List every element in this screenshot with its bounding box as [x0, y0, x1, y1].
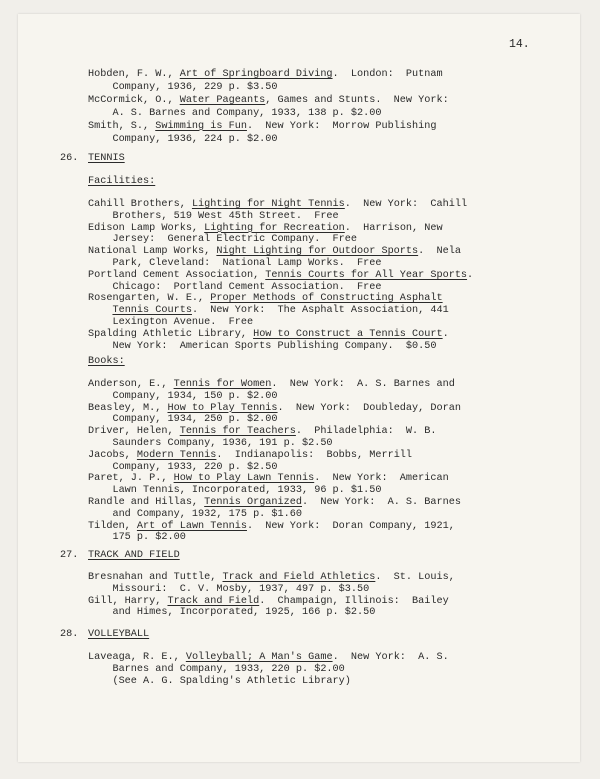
section-number-volleyball: 28.	[60, 629, 79, 640]
book-title: Night Lighting for Outdoor Sports	[216, 246, 419, 258]
citation-text: . New York: Doran Company, 1921,	[246, 520, 455, 532]
citation-line	[88, 81, 278, 94]
citation-text: Randle and Hillas,	[88, 497, 205, 508]
citation-text: Saunders Company, 1936, 191 p. $2.50	[88, 438, 333, 449]
book-title: Track and Field	[167, 595, 260, 607]
citation-line	[88, 531, 186, 544]
citation-text: Rosengarten, W. E.,	[88, 293, 211, 305]
book-title: Water Pageants	[179, 94, 266, 106]
citation-text: A. S. Barnes and Company, 1933, 138 p. $2.00	[88, 107, 382, 119]
book-title: How to Play Tennis	[167, 402, 278, 414]
citation-text: Gill, Harry,	[88, 595, 168, 607]
book-title: Swimming is Fun	[155, 120, 247, 132]
citation-text: Company, 1934, 150 p. $2.00	[88, 390, 278, 402]
citation-text: . New York: Cahill	[344, 199, 468, 210]
citation-text: . Nela	[418, 246, 461, 258]
section-number-track: 27.	[60, 550, 79, 561]
citation-text: Chicago: Portland Cement Association. Free	[88, 281, 382, 293]
book-title: How to Construct a Tennis Court	[253, 328, 443, 340]
citation-text: . Philadelphia: W. B.	[295, 426, 437, 438]
citation-text: National Lamp Works,	[88, 246, 217, 258]
citation-line	[88, 107, 381, 120]
citation-text: .	[467, 269, 474, 281]
citation-line	[88, 68, 443, 81]
section-title-volleyball: VOLLEYBALL	[88, 629, 150, 640]
citation-text: . New York: A. S.	[332, 652, 449, 663]
book-title: Modern Tennis	[136, 449, 217, 461]
citation-text: Company, 1934, 250 p. $2.00	[88, 414, 278, 426]
citation-line	[88, 675, 351, 688]
citation-text: . St. Louis,	[375, 572, 455, 583]
citation-text: Anderson, E.,	[88, 379, 174, 390]
citation-text: .	[442, 328, 449, 340]
citation-text: Company, 1933, 220 p. $2.50	[88, 461, 278, 473]
section-title-track: TRACK AND FIELD	[88, 550, 180, 561]
book-title: Volleyball; A Man's Game	[185, 652, 333, 663]
citation-text: . New York: Morrow Publishing	[246, 120, 437, 132]
book-title: Lighting for Recreation	[204, 222, 345, 234]
citation-line	[88, 340, 436, 353]
citation-text: Jersey: General Electric Company. Free	[88, 234, 357, 246]
citation-text: Lexington Avenue. Free	[88, 317, 254, 328]
citation-text: Company, 1936, 229 p. $3.50	[88, 81, 278, 93]
citation-text: Barnes and Company, 1933, 220 p. $2.00	[88, 663, 345, 675]
citation-text: . Champaign, Illinois: Bailey	[259, 595, 449, 607]
citation-text: and Himes, Incorporated, 1925, 166 p. $2.50	[88, 607, 376, 619]
books-heading: Books:	[88, 356, 125, 367]
book-title: Tennis Courts for All Year Sports	[265, 269, 468, 281]
citation-text: Lawn Tennis, Incorporated, 1933, 96 p. $1.50	[88, 485, 382, 497]
book-title: How to Play Lawn Tennis	[173, 473, 315, 485]
citation-text: Brothers, 519 West 45th Street. Free	[88, 210, 339, 222]
book-title: Tennis for Women	[173, 379, 272, 390]
citation-text: Park, Cleveland: National Lamp Works. Free	[88, 258, 382, 269]
citation-text: . New York: A. S. Barnes and	[271, 379, 455, 390]
citation-text	[88, 305, 112, 316]
citation-text: , Games and Stunts. New York:	[265, 94, 449, 106]
citation-text: and Company, 1932, 175 p. $1.60	[88, 508, 302, 520]
book-title: Tennis Courts	[112, 305, 192, 317]
citation-text: 175 p. $2.00	[88, 532, 186, 544]
citation-text: New York: American Sports Publishing Company. $0.50	[88, 340, 437, 352]
citation-text: Company, 1936, 224 p. $2.00	[88, 133, 278, 145]
book-title: Proper Methods of Constructing Asphalt	[210, 293, 443, 305]
citation-text: Driver, Helen,	[88, 426, 180, 438]
book-title: Tennis Organized	[204, 497, 302, 508]
book-title: Lighting for Night Tennis	[191, 199, 345, 210]
citation-text: Edison Lamp Works,	[88, 222, 205, 234]
citation-line	[88, 120, 436, 133]
citation-text: Laveaga, R. E.,	[88, 652, 186, 663]
citation-text: . New York: The Asphalt Association, 441	[191, 305, 449, 317]
citation-text: . New York: Doubleday, Doran	[277, 402, 461, 414]
citation-text: . Harrison, New	[344, 222, 443, 234]
citation-text: . Indianapolis: Bobbs, Merrill	[216, 449, 413, 461]
citation-text: Hobden, F. W.,	[88, 69, 180, 80]
citation-text: Paret, J. P.,	[88, 473, 174, 485]
citation-line	[88, 94, 449, 107]
book-title: Art of Lawn Tennis	[136, 520, 247, 532]
book-title: Track and Field Athletics	[222, 572, 376, 583]
citation-text: Spalding Athletic Library,	[88, 328, 254, 340]
citation-text: Bresnahan and Tuttle,	[88, 572, 223, 583]
citation-text: Missouri: C. V. Mosby, 1937, 497 p. $3.50	[88, 583, 370, 595]
citation-text: Cahill Brothers,	[88, 199, 192, 210]
citation-text: McCormick, O.,	[88, 94, 180, 106]
citation-line	[88, 606, 375, 619]
citation-text: . London: Putnam	[332, 69, 443, 80]
section-title-tennis: TENNIS	[88, 153, 125, 164]
citation-text: Beasley, M.,	[88, 402, 168, 414]
book-title: Tennis for Teachers	[179, 426, 296, 438]
citation-text: (See A. G. Spalding's Athletic Library)	[88, 675, 351, 687]
citation-text: Smith, S.,	[88, 120, 156, 132]
citation-text: Tilden,	[88, 520, 137, 532]
book-title: Art of Springboard Diving	[179, 69, 333, 80]
citation-text: Jacobs,	[88, 449, 137, 461]
citation-text: Portland Cement Association,	[88, 269, 266, 281]
citation-text: . New York: A. S. Barnes	[302, 497, 461, 508]
page-number: 14.	[509, 38, 530, 51]
citation-line	[88, 133, 278, 146]
facilities-heading: Facilities:	[88, 176, 156, 187]
citation-text: . New York: American	[314, 473, 449, 485]
section-number-tennis: 26.	[60, 153, 79, 164]
